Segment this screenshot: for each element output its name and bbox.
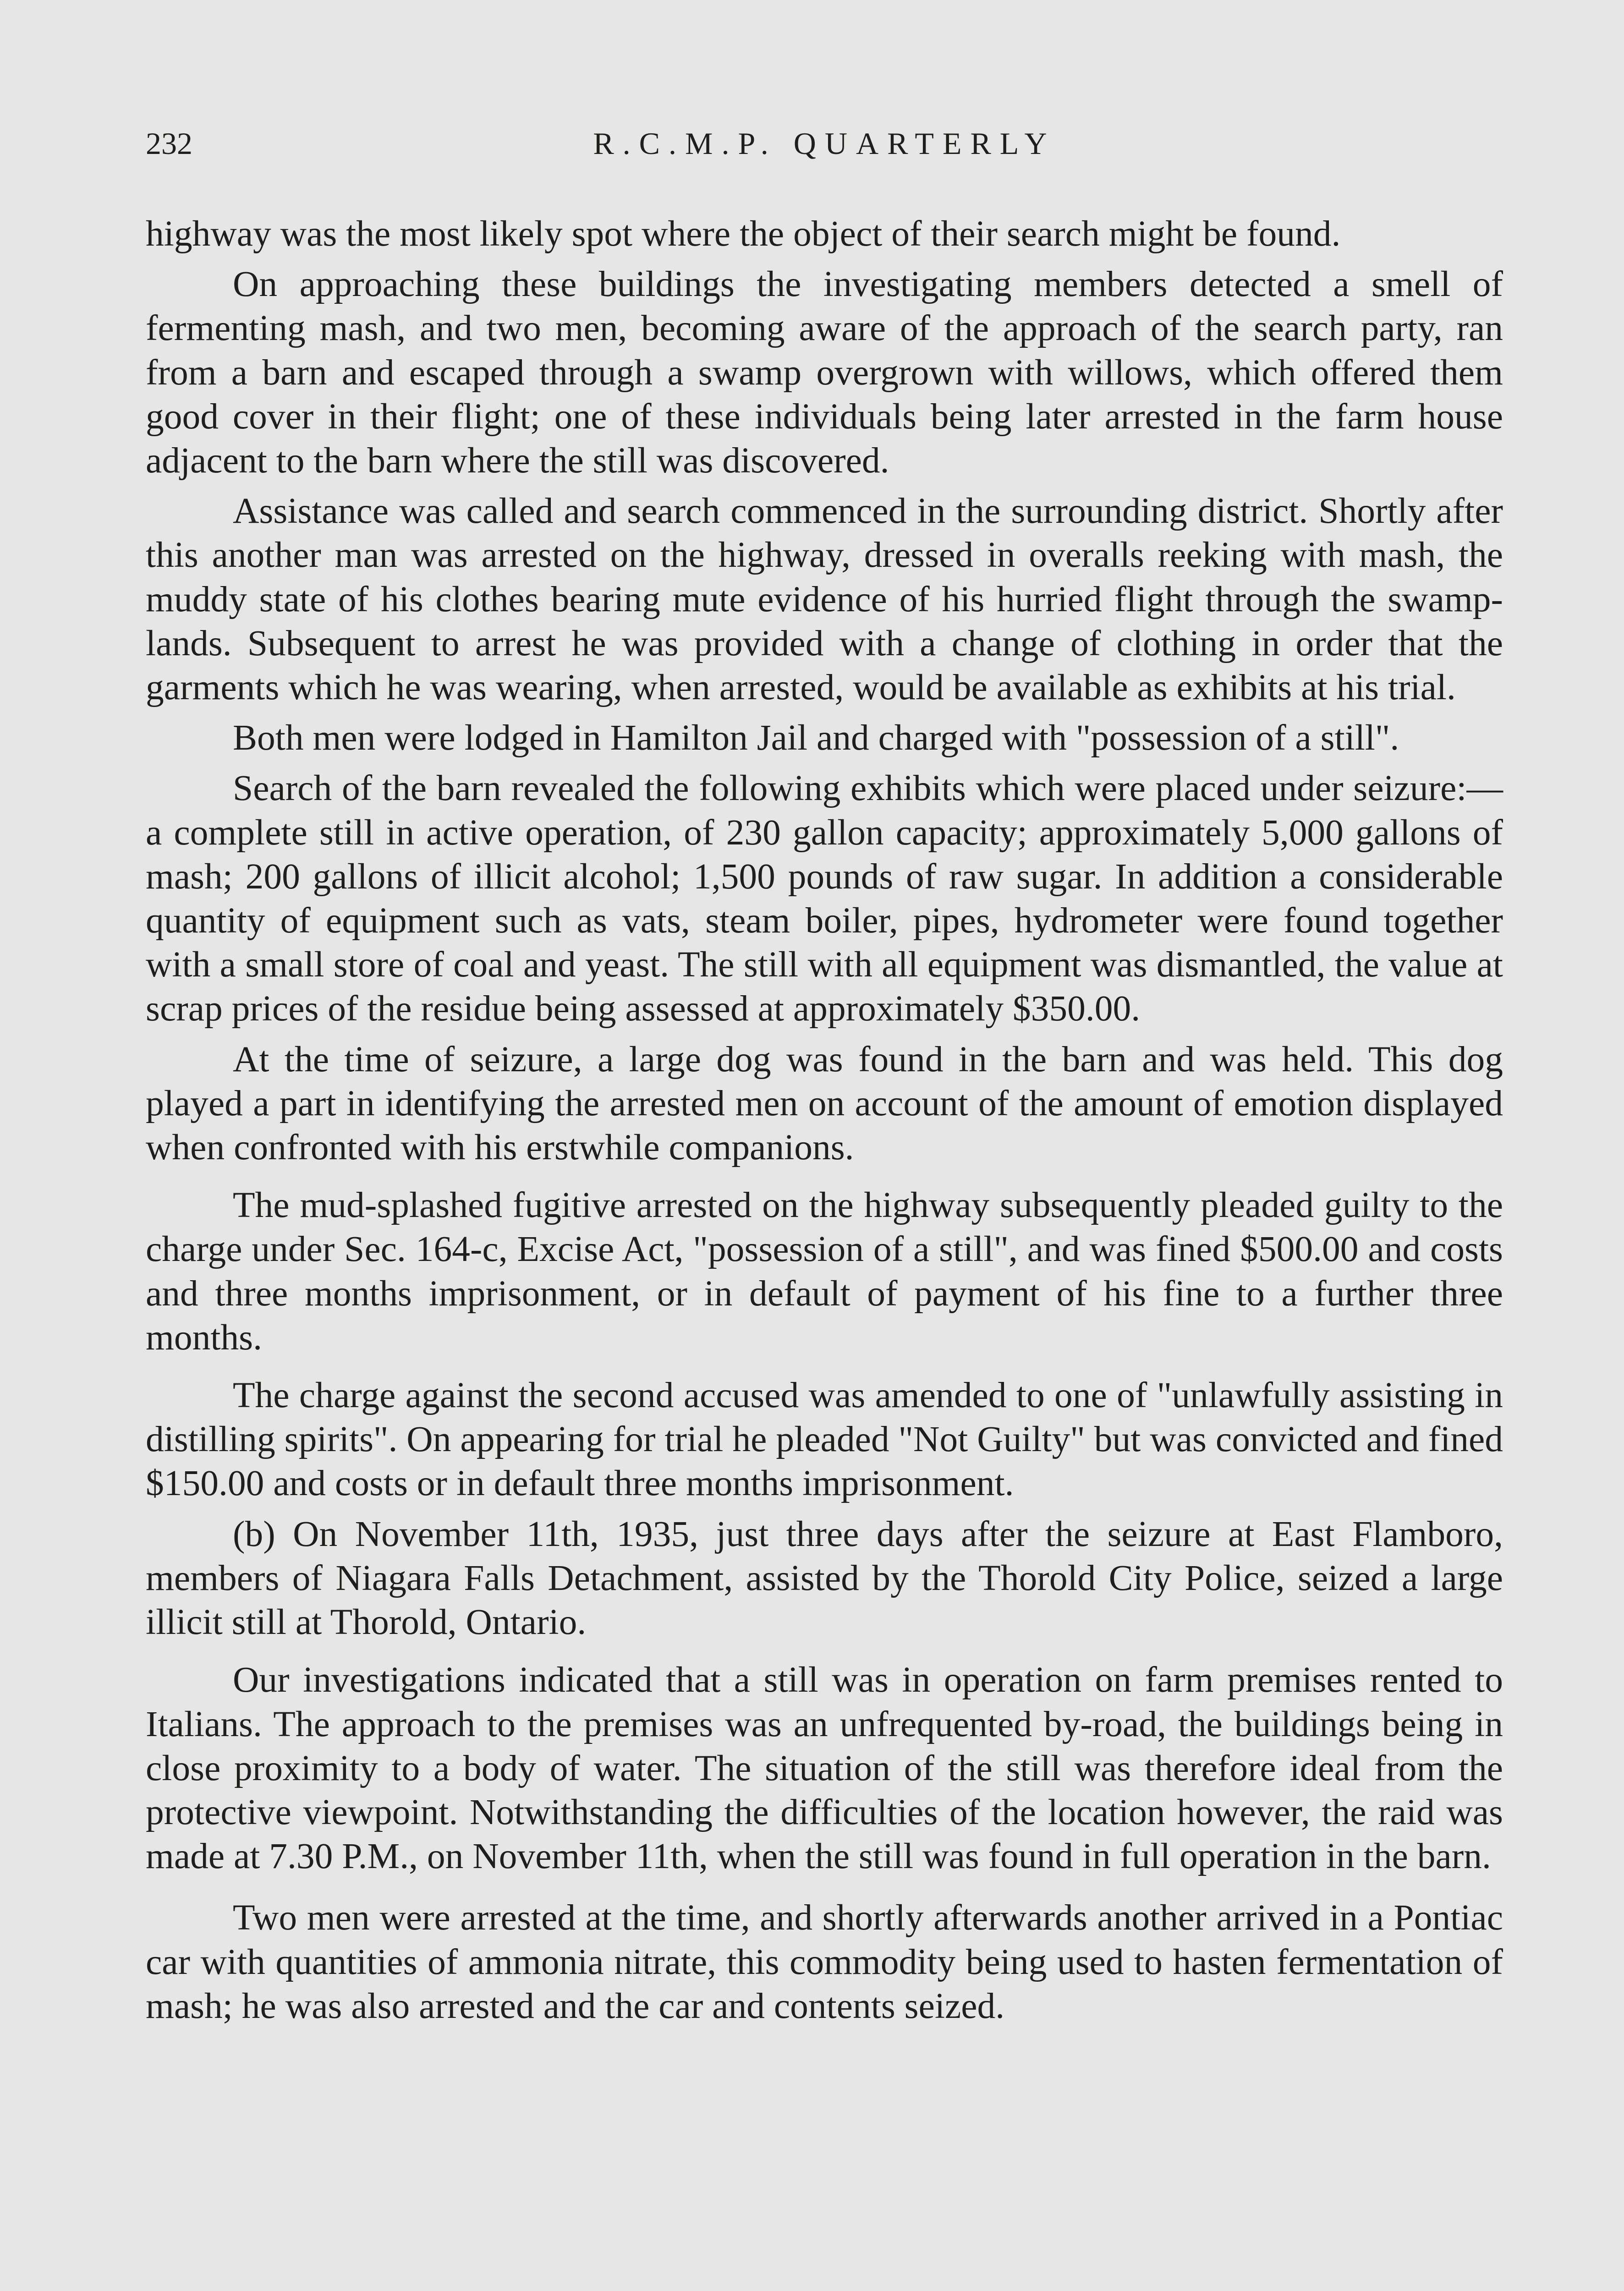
paragraph-7: The mud-splashed fugitive arrested on the highway subsequently pleaded guilty to the charge under Sec. 164-c, Excise Act, "possession of a still", and was fined $500.00 and costs and three months imprisonment, or in default of payment of his fine to a further three months. [146,1185,1503,1358]
running-head: R.C.M.P. QUARTERLY [593,126,1056,161]
paragraph-2: On approaching these buildings the investigating members detected a smell of fermenting mash, and two men, becoming aware of the approach of the search party, ran from a barn and escaped through a swamp overgrown with willows, which offered them good cover in their flight; one of these individuals being later arrested in the farm house adjacent to the barn where the still was discovered. [146,264,1503,481]
paragraph-1: highway was the most likely spot where the object of their search might be found. [146,214,1341,254]
paragraph-5: Search of the barn revealed the following exhibits which were placed under seizure:—a complete still in active operation, of 230 gallon capacity; approximately 5,000 gallons of mash; 200 gallons of illicit alcohol; 1,500 pounds of raw sugar. In addition a considerable quantity of equipment such as vats, steam boiler, pipes, hydrometer were found together with a small store of coal and yeast. The still with all equipment was dismantled, the value at scrap prices of the residue being assessed at approximately $350.00. [146,768,1503,1029]
page-number: 232 [146,126,192,161]
page-header [146,123,1503,164]
paragraph-10: Our investigations indicated that a still was in operation on farm premises rented to Italians. The approach to the premises was an unfrequented by-road, the buildings being in close proximity to a body of water. The situation of the still was therefore ideal from the protective viewpoint. Notwithstanding the difficulties of the location however, the raid was made at 7.30 P.M., on November 11th, when the still was found in full operation in the barn. [146,1660,1503,1877]
paragraph-3: Assistance was called and search commenced in the surrounding district. Shortly after this another man was arrested on the highway, dressed in overalls reeking with mash, the muddy state of his clothes bearing mute evidence of his hurried flight through the swamp-lands. Subsequent to arrest he was provided with a change of clothing in order that the garments which he was wearing, when arrested, would be available as exhibits at his trial. [146,491,1503,708]
paragraph-9: (b) On November 11th, 1935, just three days after the seizure at East Flamboro, members of Niagara Falls Detachment, assisted by the Thorold City Police, seized a large illicit still at Thorold, Ontario. [146,1513,1503,1643]
paragraph-8: The charge against the second accused was amended to one of "unlawfully assisting in distilling spirits". On appearing for trial he pleaded "Not Guilty" but was convicted and fined $150.00 and costs or in default three months imprisonment. [146,1375,1503,1504]
article-body [146,212,1503,2034]
paragraph-4: Both men were lodged in Hamilton Jail and charged with "possession of a still". [233,718,1399,758]
paragraph-11: Two men were arrested at the time, and shortly afterwards another arrived in a Pontiac car with quantities of ammonia nitrate, this commodity being used to hasten fermentation of mash; he was also arrested and the car and contents seized. [146,1897,1503,2026]
paragraph-6: At the time of seizure, a large dog was found in the barn and was held. This dog played a part in identifying the arrested men on account of the amount of emotion displayed when confronted with his erstwhile companions. [146,1039,1503,1168]
